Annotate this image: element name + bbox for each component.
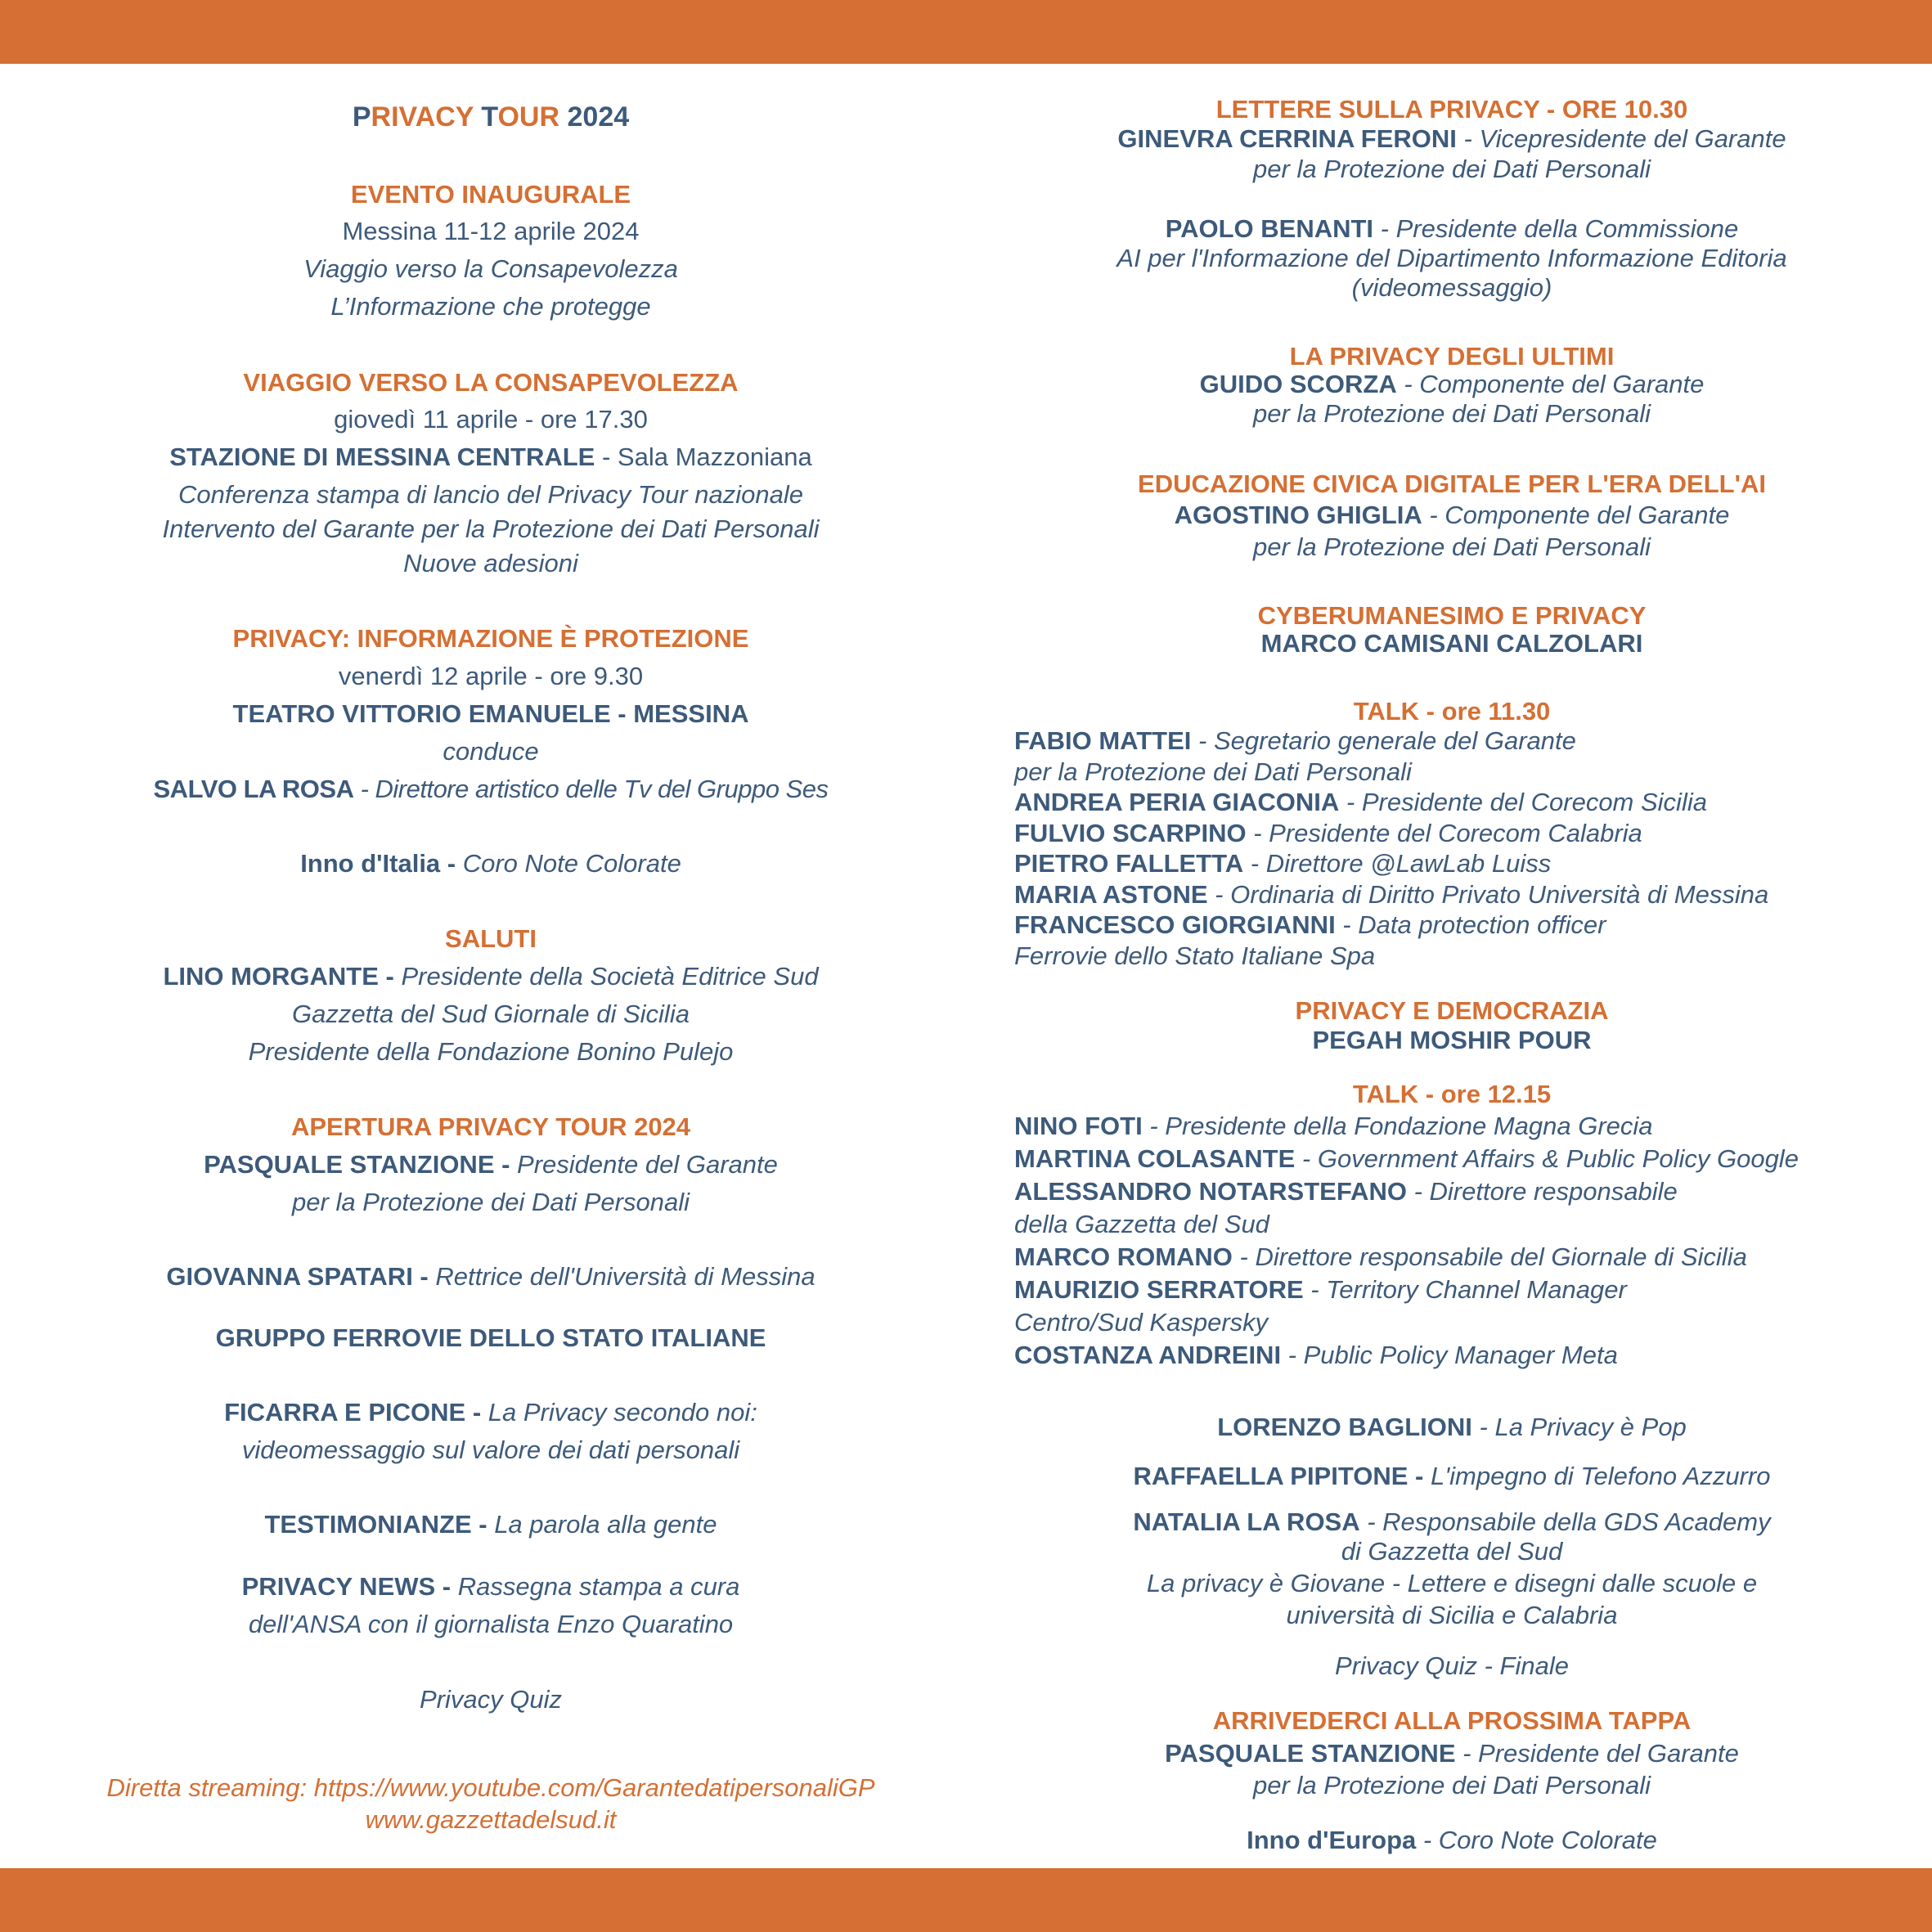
speaker-line: TESTIMONIANZE - La parola alla gente xyxy=(264,1510,717,1539)
event-date: venerdì 12 aprile - ore 9.30 xyxy=(338,662,644,690)
section-heading: VIAGGIO VERSO LA CONSAPEVOLEZZA xyxy=(243,368,739,397)
talk-row-role: Ferrovie dello Stato Italiane Spa xyxy=(1014,941,1376,970)
page-title: PRIVACY TOUR 2024 xyxy=(352,101,630,133)
text-line: per la Protezione dei Dati Personali xyxy=(1253,399,1651,428)
talk-row-name: COSTANZA ANDREINI xyxy=(1014,1341,1282,1369)
text-line: per la Protezione dei Dati Personali xyxy=(1253,155,1651,183)
text-line: videomessaggio sul valore dei dati personali xyxy=(241,1436,740,1464)
section-heading: EDUCAZIONE CIVICA DIGITALE PER L'ERA DELL'AI xyxy=(1138,470,1766,498)
talk-row-role: - Direttore responsabile xyxy=(1406,1177,1678,1206)
text-line: GRUPPO FERROVIE DELLO STATO ITALIANE xyxy=(215,1323,766,1352)
text-line: La privacy è Giovane - Lettere e disegni dalle scuole e xyxy=(1146,1569,1758,1597)
event-place: STAZIONE DI MESSINA CENTRALE - Sala Mazzoniana xyxy=(169,443,812,471)
section-heading: CYBERUMANESIMO E PRIVACY xyxy=(1257,601,1647,630)
speaker-line: Inno d'Italia - Coro Note Colorate xyxy=(300,849,681,878)
talk-row-role: - Data protection officer xyxy=(1335,910,1606,939)
text-line: per la Protezione dei Dati Personali xyxy=(292,1188,690,1216)
text-line: Nuove adesioni xyxy=(403,549,578,577)
speaker-line: AGOSTINO GHIGLIA - Componente del Garante xyxy=(1174,501,1730,529)
talk-row xyxy=(1014,1144,1906,1174)
talk-row-role: - Direttore @LawLab Luiss xyxy=(1243,849,1552,878)
talk-row xyxy=(1014,941,1906,971)
speaker-line: LINO MORGANTE - Presidente della Società Editrice Sud xyxy=(163,962,819,991)
text-line: Viaggio verso la Consapevolezza xyxy=(303,254,678,283)
text-line: L’Informazione che protegge xyxy=(330,292,651,321)
talk-row-name: PIETRO FALLETTA xyxy=(1014,849,1244,878)
text-line: Privacy Quiz - Finale xyxy=(1335,1651,1569,1680)
talk-row xyxy=(1014,757,1906,787)
talk-row-role: - Presidente del Corecom Calabria xyxy=(1246,818,1642,847)
section-heading: PRIVACY: INFORMAZIONE È PROTEZIONE xyxy=(232,624,749,653)
section-heading: LETTERE SULLA PRIVACY - ORE 10.30 xyxy=(1215,95,1688,124)
talk-row xyxy=(1014,880,1906,910)
speaker-name: MARCO CAMISANI CALZOLARI xyxy=(1260,629,1643,658)
streaming-link[interactable]: Diretta streaming: https://www.youtube.com/GarantedatipersonaliGP xyxy=(106,1773,875,1802)
text-line: Gazzetta del Sud Giornale di Sicilia xyxy=(292,1000,690,1028)
talk-row-name: FULVIO SCARPINO xyxy=(1014,818,1247,847)
talk-row-name: MARTINA COLASANTE xyxy=(1014,1144,1296,1173)
event-date: giovedì 11 aprile - ore 17.30 xyxy=(334,405,648,434)
talk-row xyxy=(1014,910,1906,940)
talk-row-role: - Presidente del Corecom Sicilia xyxy=(1339,788,1707,816)
talk-row xyxy=(1014,1341,1906,1370)
speaker-line: RAFFAELLA PIPITONE - L'impegno di Telefono Azzurro xyxy=(1133,1462,1771,1490)
bottom-band xyxy=(0,1868,1932,1932)
talk-row xyxy=(1014,1177,1906,1206)
talk-row-role: per la Protezione dei Dati Personali xyxy=(1014,757,1412,786)
talk-row xyxy=(1014,1210,1906,1239)
talk-row-name: MARCO ROMANO xyxy=(1014,1242,1233,1271)
text-line: per la Protezione dei Dati Personali xyxy=(1253,532,1651,561)
talk-row-role: Centro/Sud Kaspersky xyxy=(1014,1308,1269,1337)
talk-row xyxy=(1014,1112,1906,1141)
talk-row xyxy=(1014,849,1906,878)
talk-row-name: FABIO MATTEI xyxy=(1014,726,1192,755)
speaker-line: GIOVANNA SPATARI - Rettrice dell'Università di Messina xyxy=(166,1262,815,1291)
talk-row-role: - Segretario generale del Garante xyxy=(1191,726,1576,755)
speaker-line: FICARRA E PICONE - La Privacy secondo noi: xyxy=(224,1398,757,1427)
text-line: di Gazzetta del Sud xyxy=(1341,1537,1563,1566)
event-date: Messina 11-12 aprile 2024 xyxy=(342,217,640,245)
text-line: università di Sicilia e Calabria xyxy=(1286,1601,1618,1629)
speaker-line: NATALIA LA ROSA - Responsabile della GDS Academy xyxy=(1133,1507,1771,1536)
speaker-line: Inno d'Europa - Coro Note Colorate xyxy=(1247,1826,1657,1854)
talk-row-role: - Public Policy Manager Meta xyxy=(1281,1341,1618,1369)
talk-row xyxy=(1014,1308,1906,1337)
text-line: dell'ANSA con il giornalista Enzo Quaratino xyxy=(248,1610,734,1638)
talk-row-role: - Ordinaria di Diritto Privato Università di Messina xyxy=(1207,879,1769,909)
section-heading: APERTURA PRIVACY TOUR 2024 xyxy=(290,1112,691,1141)
talk-row-name: MARIA ASTONE xyxy=(1014,879,1208,909)
top-band xyxy=(0,0,1932,64)
talk-row xyxy=(1014,1275,1906,1305)
section-heading: EVENTO INAUGURALE xyxy=(350,180,631,209)
section-heading: PRIVACY E DEMOCRAZIA xyxy=(1295,996,1609,1025)
speaker-line: LORENZO BAGLIONI - La Privacy è Pop xyxy=(1217,1413,1687,1441)
website-link[interactable]: www.gazzettadelsud.it xyxy=(365,1805,617,1834)
talk-row-name: ANDREA PERIA GIACONIA xyxy=(1014,788,1340,816)
speaker-line: PRIVACY NEWS - Rassegna stampa a cura xyxy=(241,1572,740,1601)
text-line: Presidente della Fondazione Bonino Pulejo xyxy=(248,1037,734,1066)
text-line: per la Protezione dei Dati Personali xyxy=(1253,1771,1651,1799)
talk-row-role: - Territory Channel Manager xyxy=(1303,1275,1627,1304)
talk-row-name: MAURIZIO SERRATORE xyxy=(1014,1275,1304,1304)
text-line: Intervento del Garante per la Protezione dei Dati Personali xyxy=(162,514,820,543)
speaker-line: PASQUALE STANZIONE - Presidente del Garante xyxy=(1165,1739,1739,1768)
text-line: conduce xyxy=(443,737,539,766)
talk-row-name: ALESSANDRO NOTARSTEFANO xyxy=(1014,1177,1407,1206)
speaker-line: GUIDO SCORZA - Componente del Garante xyxy=(1199,370,1705,398)
talk-row-role: della Gazzetta del Sud xyxy=(1014,1210,1269,1238)
section-heading: TALK - ore 11.30 xyxy=(1353,697,1551,726)
section-heading: ARRIVEDERCI ALLA PROSSIMA TAPPA xyxy=(1212,1706,1692,1735)
section-heading: TALK - ore 12.15 xyxy=(1352,1080,1552,1108)
speaker-line: PAOLO BENANTI - Presidente della Commissione xyxy=(1165,214,1739,243)
text-line: Conferenza stampa di lancio del Privacy Tour nazionale xyxy=(178,480,803,509)
talk-row-name: NINO FOTI xyxy=(1014,1112,1143,1140)
text-line: Privacy Quiz xyxy=(420,1685,562,1714)
section-heading: LA PRIVACY DEGLI ULTIMI xyxy=(1289,342,1615,371)
speaker-line: GINEVRA CERRINA FERONI - Vicepresidente del Garante xyxy=(1117,124,1786,153)
talk-row-role: - Presidente della Fondazione Magna Grecia xyxy=(1142,1112,1653,1140)
event-place: TEATRO VITTORIO EMANUELE - MESSINA xyxy=(232,699,749,728)
talk-row xyxy=(1014,819,1906,848)
talk-row-role: - Direttore responsabile del Giornale di Sicilia xyxy=(1232,1242,1747,1271)
talk-row xyxy=(1014,788,1906,817)
text-line: (videomessaggio) xyxy=(1351,273,1552,302)
talk-row-role: - Government Affairs & Public Policy Google xyxy=(1295,1144,1799,1173)
talk-row xyxy=(1014,1242,1906,1272)
speaker-line: PASQUALE STANZIONE - Presidente del Garante xyxy=(204,1150,778,1179)
section-heading: SALUTI xyxy=(445,924,537,953)
talk-row xyxy=(1014,726,1906,756)
speaker-line: SALVO LA ROSA - Direttore artistico delle Tv del Gruppo Ses xyxy=(153,775,829,803)
speaker-name: PEGAH MOSHIR POUR xyxy=(1312,1026,1592,1054)
talk-row-name: FRANCESCO GIORGIANNI xyxy=(1014,910,1336,939)
text-line: AI per l'Informazione del Dipartimento Informazione Editoria xyxy=(1117,244,1787,272)
